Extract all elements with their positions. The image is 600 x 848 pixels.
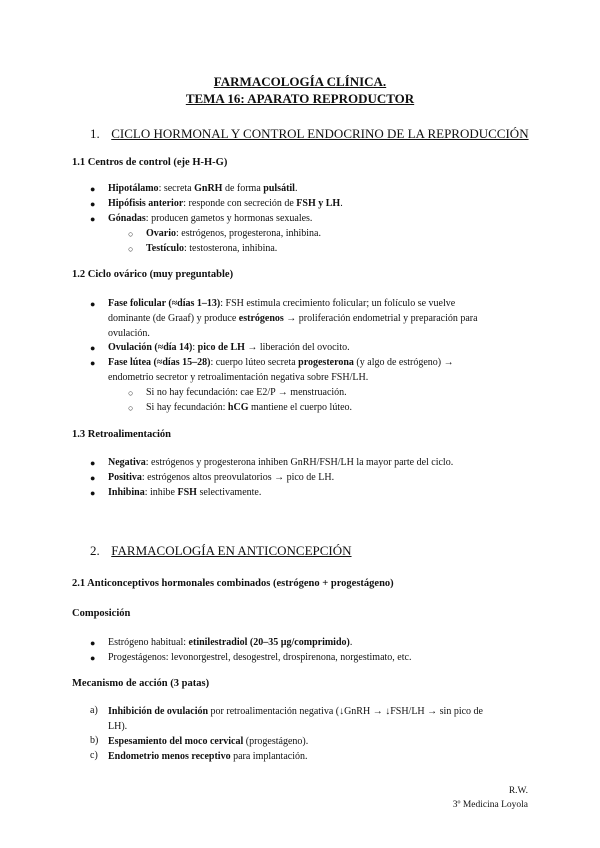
bullet-icon: ● <box>90 343 96 353</box>
bullet-icon: ● <box>90 488 96 498</box>
section-1-heading <box>90 126 529 142</box>
section-title: CICLO HORMONAL Y CONTROL ENDOCRINO DE LA REPRODUCCIÓN <box>111 126 529 141</box>
list-item: Estrógeno habitual: etinilestradiol (20–35 µg/comprimido). <box>108 637 353 648</box>
circle-bullet-icon: ○ <box>128 388 134 398</box>
section-number: 1. <box>90 126 100 141</box>
subsection-1-1-heading: 1.1 Centros de control (eje H-H-G) <box>72 157 228 168</box>
bullet-icon: ● <box>90 638 96 648</box>
composition-heading: Composición <box>72 608 131 619</box>
section-title: FARMACOLOGÍA EN ANTICONCEPCIÓN <box>111 543 352 558</box>
list-item: Si no hay fecundación: cae E2/P → menstruación. <box>146 387 347 398</box>
footer-author: R.W. <box>508 786 528 796</box>
list-item-continuation: dominante (de Graaf) y produce estrógenos → proliferación endometrial y preparación para <box>108 313 478 324</box>
section-number: 2. <box>90 543 100 558</box>
circle-bullet-icon: ○ <box>128 403 134 413</box>
list-item: Fase lútea (≈días 15–28): cuerpo lúteo secreta progesterona (y algo de estrógeno) → <box>108 357 454 368</box>
bullet-icon: ● <box>90 653 96 663</box>
list-item: Progestágenos: levonorgestrel, desogestrel, drospirenona, norgestimato, etc. <box>108 652 412 663</box>
bullet-icon: ● <box>90 473 96 483</box>
bullet-icon: ● <box>90 214 96 224</box>
footer-course: 3º Medicina Loyola <box>452 800 528 810</box>
list-item-continuation: LH). <box>108 721 128 732</box>
list-item: Positiva: estrógenos altos preovulatorios → pico de LH. <box>108 472 335 483</box>
list-item: Ovulación (≈día 14): pico de LH → liberación del ovocito. <box>108 342 350 353</box>
bullet-icon: ● <box>90 299 96 309</box>
list-item: Negativa: estrógenos y progesterona inhiben GnRH/FSH/LH la mayor parte del ciclo. <box>108 457 454 468</box>
list-marker: a) <box>90 705 98 716</box>
list-item: Espesamiento del moco cervical (progestágeno). <box>108 736 309 747</box>
list-marker: c) <box>90 750 98 761</box>
list-item: Endometrio menos receptivo para implantación. <box>108 751 308 762</box>
document-title: FARMACOLOGÍA CLÍNICA. <box>213 74 387 89</box>
list-item: Testículo: testosterona, inhibina. <box>146 243 278 254</box>
list-item: Inhibina: inhibe FSH selectivamente. <box>108 487 262 498</box>
list-item: Ovario: estrógenos, progesterona, inhibina. <box>146 228 321 239</box>
circle-bullet-icon: ○ <box>128 229 134 239</box>
section-2-heading <box>90 543 352 559</box>
list-item: Inhibición de ovulación por retroalimentación negativa (↓GnRH → ↓FSH/LH → sin pico de <box>108 706 483 717</box>
list-item: Hipotálamo: secreta GnRH de forma pulsátil. <box>108 183 298 194</box>
bullet-icon: ● <box>90 184 96 194</box>
mechanism-heading: Mecanismo de acción (3 patas) <box>72 678 210 689</box>
list-item: Gónadas: producen gametos y hormonas sexuales. <box>108 213 313 224</box>
list-item-continuation: ovulación. <box>108 328 150 339</box>
list-item: Si hay fecundación: hCG mantiene el cuerpo lúteo. <box>146 402 353 413</box>
subsection-1-2-heading: 1.2 Ciclo ovárico (muy preguntable) <box>72 269 234 280</box>
bullet-icon: ● <box>90 199 96 209</box>
list-item-continuation: endometrio secretor y retroalimentación negativa sobre FSH/LH. <box>108 372 369 383</box>
bullet-icon: ● <box>90 458 96 468</box>
subsection-1-3-heading: 1.3 Retroalimentación <box>72 429 171 440</box>
circle-bullet-icon: ○ <box>128 244 134 254</box>
bullet-icon: ● <box>90 358 96 368</box>
list-item: Hipófisis anterior: responde con secreción de FSH y LH. <box>108 198 343 209</box>
subsection-2-1-heading: 2.1 Anticonceptivos hormonales combinados (estrógeno + progestágeno) <box>72 578 394 589</box>
list-marker: b) <box>90 735 99 746</box>
list-item: Fase folicular (≈días 1–13): FSH estimula crecimiento folicular; un folículo se vuelve <box>108 298 456 309</box>
document-subtitle: TEMA 16: APARATO REPRODUCTOR <box>185 91 415 106</box>
